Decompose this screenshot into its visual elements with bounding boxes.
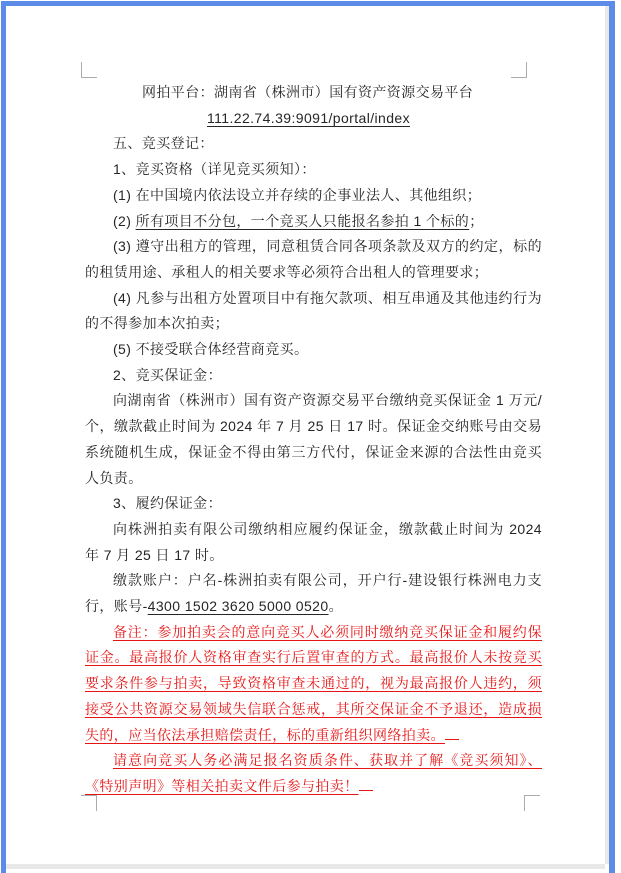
crop-mark-top-left: [81, 62, 97, 78]
window-border-top: [1, 1, 615, 6]
platform-url: [207, 106, 542, 132]
crop-mark-top-right: [511, 62, 527, 78]
window-border-left: [1, 1, 6, 873]
notice-text: 请意向竞买人务必满足报名资质条件、获取并了解《竞买须知》、《特别声明》等相关拍卖文件后参与拍卖！: [85, 752, 542, 794]
deposit-heading: 2、竞买保证金：: [113, 366, 222, 383]
remark-underline-tail: [445, 725, 459, 740]
qualification-item-1: (1) 在中国境内依法设立并存续的企事业法人、其他组织；: [113, 186, 482, 203]
platform-url-text: 111.22.74.39:9091/portal/index: [207, 109, 410, 126]
payment-account-paragraph: [85, 568, 542, 619]
qualification-item-2-underlined: 所有项目不分包，一个竞买人只能报名参拍 1 个标的: [135, 212, 470, 229]
deposit-paragraph: 向湖南省（株洲市）国有资产资源交易平台缴纳竞买保证金 1 万元/个，缴款截止时间为 2024 年 7 月 25 日 17 时。保证金交纳账号由交易系统随机生成，保证金不得由第三方代付，保证金来源的合法性由竞买人负责。: [85, 392, 542, 486]
window-border-right: [609, 1, 615, 873]
qualification-item-2-tail: ；: [469, 212, 484, 229]
page-gutter-right: [605, 6, 609, 864]
notice-paragraph: [85, 748, 542, 799]
section-heading: 五、竞买登记：: [113, 135, 214, 152]
account-prefix: 缴款账户：户名-株洲拍卖有限公司，开户行-建设银行株洲电力支行，账号-: [85, 572, 542, 615]
document-page: [85, 80, 542, 800]
notice-underline-tail: [359, 776, 373, 791]
qualification-item-2: [85, 209, 542, 235]
remark-text: 备注：参加拍卖会的意向竞买人必须同时缴纳竞买保证金和履约保证金。最高报价人资格审查实行后置审查的方式。最高报价人未按竞买要求条件参与拍卖，导致资格审查未通过的，视为最高报价人违约，须接受公共资源交易领域失信联合惩戒，其所交保证金不予退还，造成损失的，应当依法承担赔偿责任，标的重新组织网络拍卖。: [85, 623, 542, 743]
page-gutter-bottom: [6, 864, 605, 869]
account-number: 4300 1502 3620 5000 0520: [147, 598, 329, 615]
account-tail: 。: [328, 598, 343, 615]
qualification-item-3: (3) 遵守出租方的管理，同意租赁合同各项条款及双方的约定，标的的租赁用途、承租人的相关要求等必须符合出租人的管理要求；: [85, 238, 542, 280]
performance-heading: 3、履约保证金：: [113, 495, 222, 512]
performance-paragraph: 向株洲拍卖有限公司缴纳相应履约保证金，缴款截止时间为 2024 年 7 月 25 日 17 时。: [85, 520, 542, 563]
platform-line: 网拍平台：湖南省（株洲市）国有资产资源交易平台: [142, 84, 474, 100]
qualification-heading: 1、竞买资格（详见竞买须知）：: [113, 161, 316, 178]
qualification-item-2-number: (2): [113, 212, 136, 229]
remark-paragraph: [85, 620, 542, 749]
qualification-item-4: (4) 凡参与出租方处置项目中有拖欠款项、相互串通及其他违约行为的不得参加本次拍卖；: [85, 289, 542, 332]
qualification-item-5: (5) 不接受联合体经营商竞买。: [113, 341, 309, 358]
